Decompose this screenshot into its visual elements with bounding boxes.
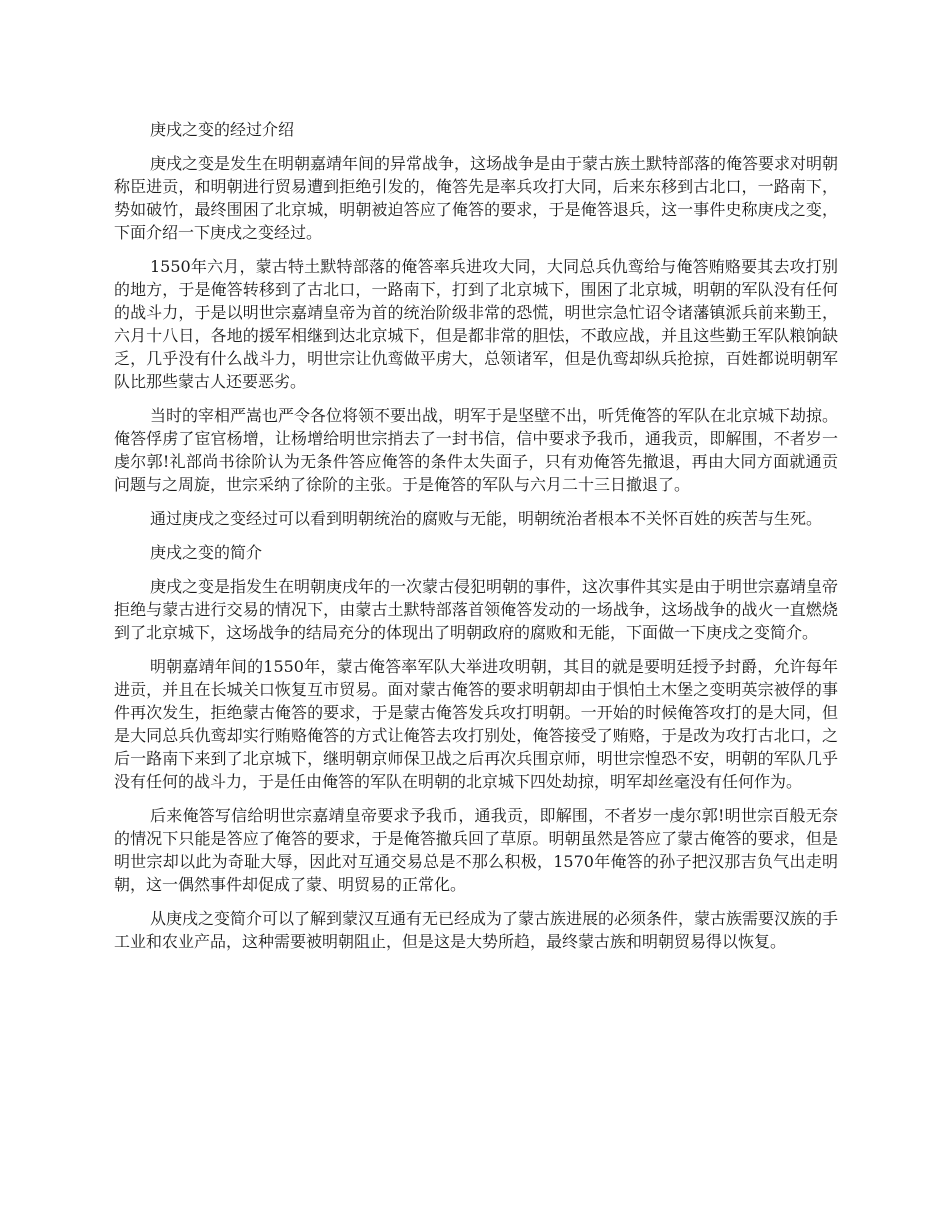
paragraph: 后来俺答写信给明世宗嘉靖皇帝要求予我币，通我贡，即解围，不者岁一虔尔郭!明世宗百般无奈的情况下只能是答应了俺答的要求，于是俺答撤兵回了草原。明朝虽然是答应了蒙古俺答的要求，但是明世宗却以此为奇耻大辱，因此对互通交易总是不那么积极，1570年俺答的孙子把汉那吉负气出走明朝，这一偶然事件却促成了蒙、明贸易的正常化。: [114, 806, 838, 894]
paragraph: 庚戌之变是发生在明朝嘉靖年间的异常战争，这场战争是由于蒙古族土默特部落的俺答要求对明朝称臣进贡，和明朝进行贸易遭到拒绝引发的，俺答先是率兵攻打大同，后来东移到古北口，一路南下，势如破竹，最终围困了北京城，明朝被迫答应了俺答的要求，于是俺答退兵，这一事件史称庚戌之变，下面介绍一下庚戌之变经过。: [114, 154, 839, 242]
section-heading-process: 庚戌之变的经过介绍: [150, 120, 295, 139]
paragraph: 通过庚戌之变经过可以看到明朝统治的腐败与无能，明朝统治者根本不关怀百姓的疾苦与生死。: [150, 509, 823, 528]
paragraph: 明朝嘉靖年间的1550年，蒙古俺答率军队大举进攻明朝，其目的就是要明廷授予封爵，允许每年进贡，并且在长城关口恢复互市贸易。面对蒙古俺答的要求明朝却由于惧怕土木堡之变明英宗被俘的事件再次发生，拒绝蒙古俺答的要求，于是蒙古俺答发兵攻打明朝。一开始的时候俺答攻打的是大同，但是大同总兵仇鸾却实行贿赂俺答的方式让俺答去攻打别处，俺答接受了贿赂，于是改为攻打古北口，之后一路南下来到了北京城下，继明朝京师保卫战之后再次兵围京师，明世宗惶恐不安，明朝的军队几乎没有任何的战斗力，于是任由俺答的军队在明朝的北京城下四处劫掠，明军却丝毫没有任何作为。: [114, 657, 838, 791]
paragraph: 当时的宰相严嵩也严令各位将领不要出战，明军于是坚壁不出，听凭俺答的军队在北京城下劫掠。俺答俘虏了宦官杨增，让杨增给明世宗捎去了一封书信，信中要求予我币，通我贡，即解围，不者岁一虔尔郭!礼部尚书徐阶认为无条件答应俺答的条件太失面子，只有劝俺答先撤退，再由大同方面就通贡问题与之周旋，世宗采纳了徐阶的主张。于是俺答的军队与六月二十三日撤退了。: [114, 406, 839, 494]
paragraph: 庚戌之变是指发生在明朝庚戌年的一次蒙古侵犯明朝的事件，这次事件其实是由于明世宗嘉靖皇帝拒绝与蒙古进行交易的情况下，由蒙古土默特部落首领俺答发动的一场战争，这场战争的战火一直燃烧到了北京城下，这场战争的结局充分的体现出了明朝政府的腐败和无能，下面做一下庚戌之变简介。: [114, 577, 839, 642]
document-page: [114, 118, 838, 964]
paragraph: 1550年六月，蒙古特土默特部落的俺答率兵进攻大同，大同总兵仇鸾给与俺答贿赂要其去攻打别的地方，于是俺答转移到了古北口，一路南下，打到了北京城下，围困了北京城，明朝的军队没有任何的战斗力，于是以明世宗嘉靖皇帝为首的统治阶级非常的恐慌，明世宗急忙诏令诸藩镇派兵前来勤王，六月十八日，各地的援军相继到达北京城下，但是都非常的胆怯，不敢应战，并且这些勤王军队粮饷缺乏，几乎没有什么战斗力，明世宗让仇鸾做平虏大，总领诸军，但是仇鸾却纵兵抢掠，百姓都说明朝军队比那些蒙古人还要恶劣。: [114, 257, 838, 391]
section-heading-summary: 庚戌之变的简介: [150, 543, 263, 562]
paragraph: 从庚戌之变简介可以了解到蒙汉互通有无已经成为了蒙古族进展的必须条件，蒙古族需要汉族的手工业和农业产品，这种需要被明朝阻止，但是这是大势所趋，最终蒙古族和明朝贸易得以恢复。: [114, 909, 839, 951]
